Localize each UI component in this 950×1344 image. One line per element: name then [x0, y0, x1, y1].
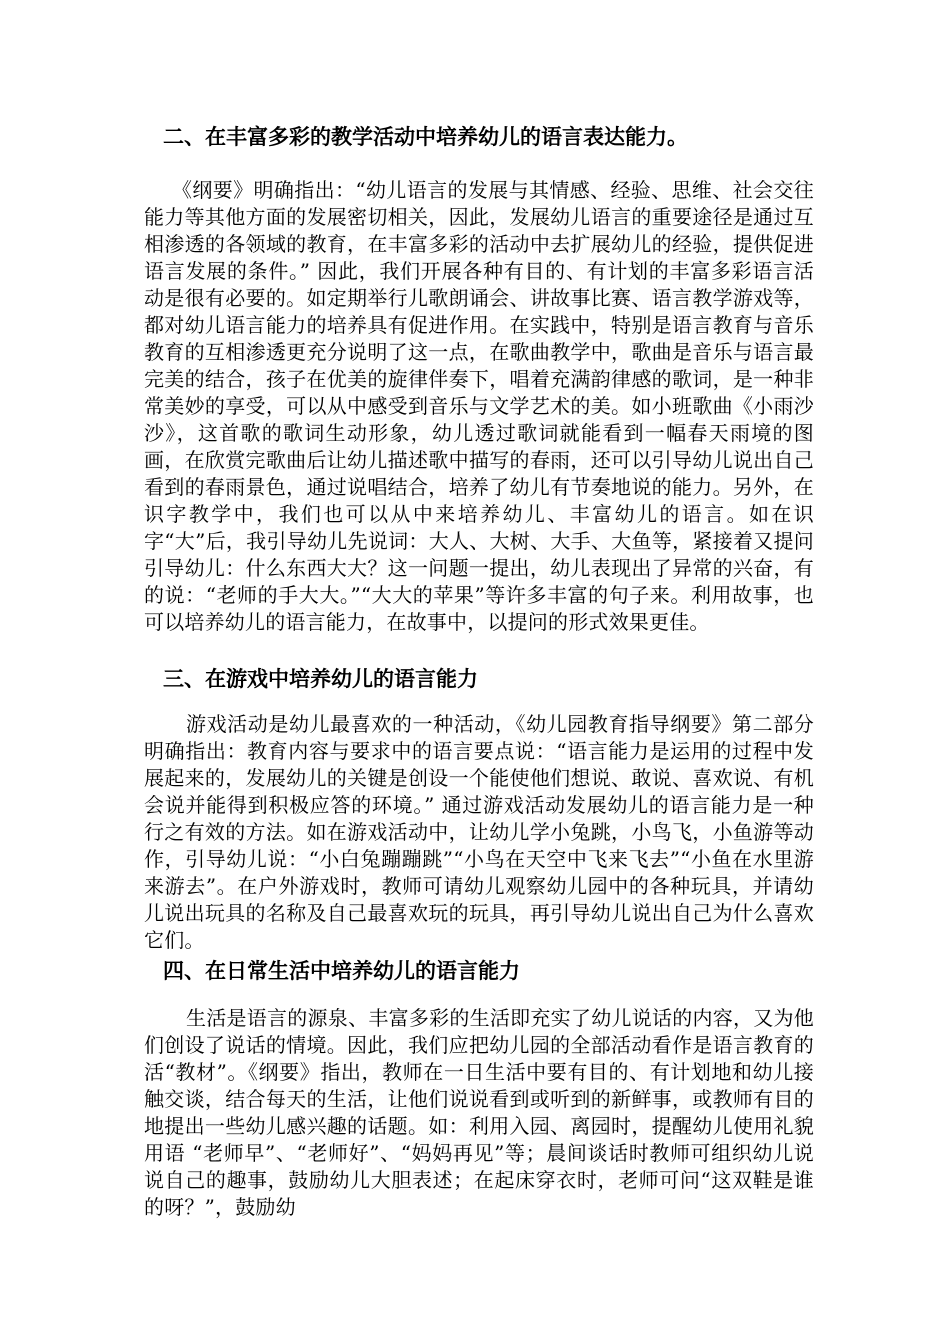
- section-heading-3: 三、在游戏中培养幼儿的语言能力: [163, 667, 478, 691]
- section-paragraph-2: 《纲要》明确指出：“幼儿语言的发展与其情感、经验、思维、社会交往能力等其他方面的发展密切相关，因此，发展幼儿语言的重要途径是通过互相渗透的各领域的教育，在丰富多彩的活动中去扩展幼儿的经验，提供促进语言发展的条件。” 因此，我们开展各种有目的、有计划的丰富多彩语言活动是很有必要的。如定期举行儿歌朗诵会、讲故事比赛、语言教学游戏等，都对幼儿语言能力的培养具有促进作用。在实践中，特别是语言教育与音乐教育的互相渗透更充分说明了这一点，在歌曲教学中，歌曲是音乐与语言最完美的结合，孩子在优美的旋律伴奏下，唱着充满韵律感的歌词，是一种非常美妙的享受，可以从中感受到音乐与文学艺术的美。如小班歌曲《小雨沙沙》，这首歌的歌词生动形象，幼儿透过歌词就能看到一幅春天雨境的图画，在欣赏完歌曲后让幼儿描述歌中描写的春雨，还可以引导幼儿说出自己看到的春雨景色，通过说唱结合，培养了幼儿有节奏地说的能力。另外，在识字教学中，我们也可以从中来培养幼儿、丰富幼儿的语言。如在识字“大”后，我引导幼儿先说词：大人、大树、大手、大鱼等，紧接着又提问引导幼儿：什么东西大大？这一问题一提出，幼儿表现出了异常的兴奋，有的说：“老师的手大大。”“大大的苹果”等许多丰富的句子来。利用故事，也可以培养幼儿的语言能力，在故事中，以提问的形式效果更佳。: [144, 178, 814, 634]
- section-paragraph-4: 生活是语言的源泉、丰富多彩的生活即充实了幼儿说话的内容，又为他们创设了说话的情境。因此，我们应把幼儿园的全部活动看作是语言教育的活“教材”。《纲要》指出，教师在一日生活中要有目的、有计划地和幼儿接触交谈，结合每天的生活，让他们说说看到或听到的新鲜事，或教师有目的地提出一些幼儿感兴趣的话题。如：利用入园、离园时，提醒幼儿使用礼貌用语 “老师早”、“老师好”、“妈妈再见”等；晨间谈话时教师可组织幼儿说说自己的趣事，鼓励幼儿大胆表述；在起床穿衣时，老师可问“这双鞋是谁的呀？”，鼓励幼: [144, 1006, 814, 1219]
- section-heading-4: 四、在日常生活中培养幼儿的语言能力: [163, 959, 520, 983]
- section-heading-2: 二、在丰富多彩的教学活动中培养幼儿的语言表达能力。: [163, 125, 688, 149]
- section-paragraph-3: 游戏活动是幼儿最喜欢的一种活动，《幼儿园教育指导纲要》第二部分明确指出：教育内容与要求中的语言要点说：“语言能力是运用的过程中发展起来的，发展幼儿的关键是创设一个能使他们想说、敢说、喜欢说、有机会说并能得到积极应答的环境。” 通过游戏活动发展幼儿的语言能力是一种行之有效的方法。如在游戏活动中，让幼儿学小兔跳，小鸟飞，小鱼游等动作，引导幼儿说：“小白兔蹦蹦跳”“小鸟在天空中飞来飞去”“小鱼在水里游来游去”。在户外游戏时，教师可请幼儿观察幼儿园中的各种玩具，并请幼儿说出玩具的名称及自己最喜欢玩的玩具，再引导幼儿说出自己为什么喜欢它们。: [144, 712, 814, 952]
